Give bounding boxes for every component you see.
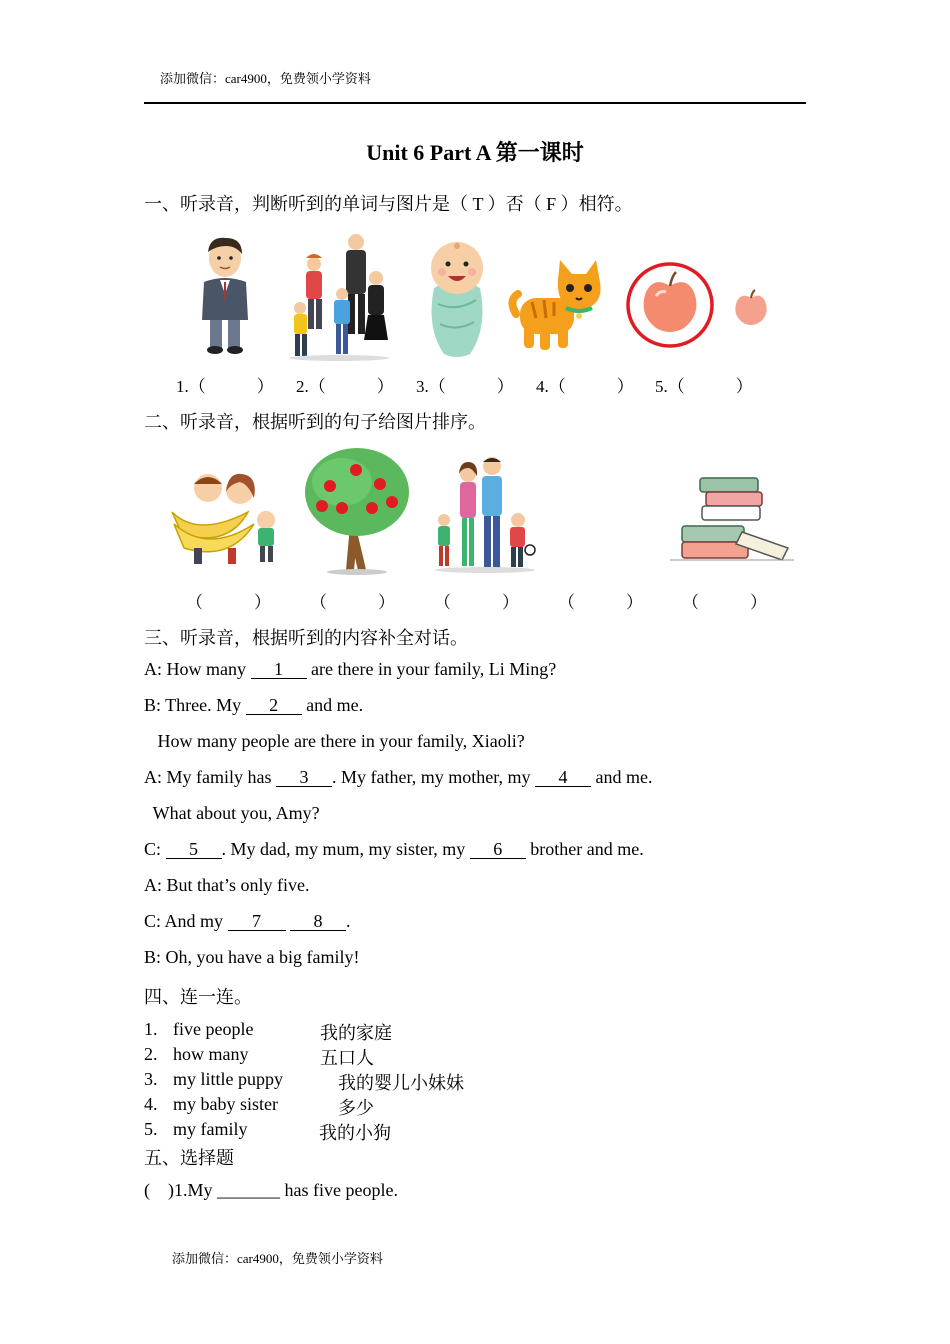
books-illustration xyxy=(670,474,794,564)
match-left-1[interactable]: five people xyxy=(173,1019,254,1039)
s2-label-1: （ ） xyxy=(186,593,271,612)
apple-small-illustration xyxy=(730,288,772,328)
choice-blank: _______ xyxy=(217,1180,281,1200)
s1-label-5: 5.（ ） xyxy=(655,377,753,396)
match-num-2: 2. xyxy=(144,1044,158,1064)
s1-label-3: 3.（ ） xyxy=(416,377,514,396)
match-right-3[interactable]: 我的婴儿小妹妹 xyxy=(338,1073,464,1093)
match-right-1[interactable]: 我的家庭 xyxy=(320,1023,392,1043)
match-right-5[interactable]: 我的小狗 xyxy=(319,1123,391,1143)
match-right-2[interactable]: 五口人 xyxy=(320,1048,374,1068)
header-note: 添加微信：car4900，免费领小学资料 xyxy=(160,71,371,86)
dialogue-blank-5[interactable]: 5 xyxy=(166,840,222,859)
dialogue-blank-2[interactable]: 2 xyxy=(246,696,302,715)
dialogue-blank-8[interactable]: 8 xyxy=(290,912,346,931)
match-left-4[interactable]: my baby sister xyxy=(173,1094,278,1114)
s2-label-5: （ ） xyxy=(682,593,767,612)
apple-tree-illustration xyxy=(302,446,412,576)
header-rule xyxy=(144,102,806,104)
dialogue-line-3: How many people are there in your family, Xiaoli? xyxy=(144,731,525,751)
section3-heading: 三、听录音，根据听到的内容补全对话。 xyxy=(144,628,468,648)
baby-illustration xyxy=(424,238,490,358)
man-illustration xyxy=(190,236,260,356)
match-left-2[interactable]: how many xyxy=(173,1044,249,1064)
footer-note: 添加微信：car4900，免费领小学资料 xyxy=(172,1251,383,1266)
s2-label-2: （ ） xyxy=(310,593,395,612)
s2-label-3: （ ） xyxy=(434,593,519,612)
s1-label-1: 1.（ ） xyxy=(176,377,274,396)
dialogue-blank-1[interactable]: 1 xyxy=(251,660,307,679)
s1-label-2: 2.（ ） xyxy=(296,377,394,396)
page-title: Unit 6 Part A 第一课时 xyxy=(366,140,584,165)
dialogue-line-4: A: My family has 3 . My father, my mother, my 4 and me. xyxy=(144,767,653,787)
apple-circled-illustration xyxy=(626,262,714,348)
dialogue-line-2: B: Three. My 2 and me. xyxy=(144,695,364,715)
match-num-3: 3. xyxy=(144,1069,158,1089)
dialogue-line-6: C: 5 . My dad, my mum, my sister, my 6 brother and me. xyxy=(144,839,644,859)
s2-label-4: （ ） xyxy=(558,593,643,612)
dialogue-blank-3[interactable]: 3 xyxy=(276,768,332,787)
match-num-1: 1. xyxy=(144,1019,158,1039)
family-group-illustration xyxy=(284,230,394,362)
dialogue-line-9: B: Oh, you have a big family! xyxy=(144,947,360,967)
choice-question-1: ( )1.My _______ has five people. xyxy=(144,1180,398,1200)
section4-heading: 四、连一连。 xyxy=(144,987,252,1007)
dialogue-line-1: A: How many 1 are there in your family, Li Ming? xyxy=(144,659,557,679)
dialogue-blank-7[interactable]: 7 xyxy=(228,912,286,931)
match-left-5[interactable]: my family xyxy=(173,1119,248,1139)
section5-heading: 五、选择题 xyxy=(144,1148,234,1168)
dialogue-blank-4[interactable]: 4 xyxy=(535,768,591,787)
dialogue-line-8: C: And my 7 8 . xyxy=(144,911,351,931)
dialogue-line-7: A: But that’s only five. xyxy=(144,875,310,895)
match-num-5: 5. xyxy=(144,1119,158,1139)
match-right-4[interactable]: 多少 xyxy=(338,1098,374,1118)
family-four-illustration xyxy=(432,454,538,574)
cat-illustration xyxy=(508,260,606,356)
answer-paren[interactable]: ( ) xyxy=(144,1180,174,1200)
section1-heading: 一、听录音，判断听到的单词与图片是（ T ）否（ F ）相符。 xyxy=(144,194,633,214)
dialogue-line-5: What about you, Amy? xyxy=(144,803,320,823)
s1-label-4: 4.（ ） xyxy=(536,377,634,396)
match-left-3[interactable]: my little puppy xyxy=(173,1069,283,1089)
dialogue-blank-6[interactable]: 6 xyxy=(470,840,526,859)
section2-heading: 二、听录音，根据听到的句子给图片排序。 xyxy=(144,412,486,432)
match-num-4: 4. xyxy=(144,1094,158,1114)
family-bananas-illustration xyxy=(168,468,288,568)
